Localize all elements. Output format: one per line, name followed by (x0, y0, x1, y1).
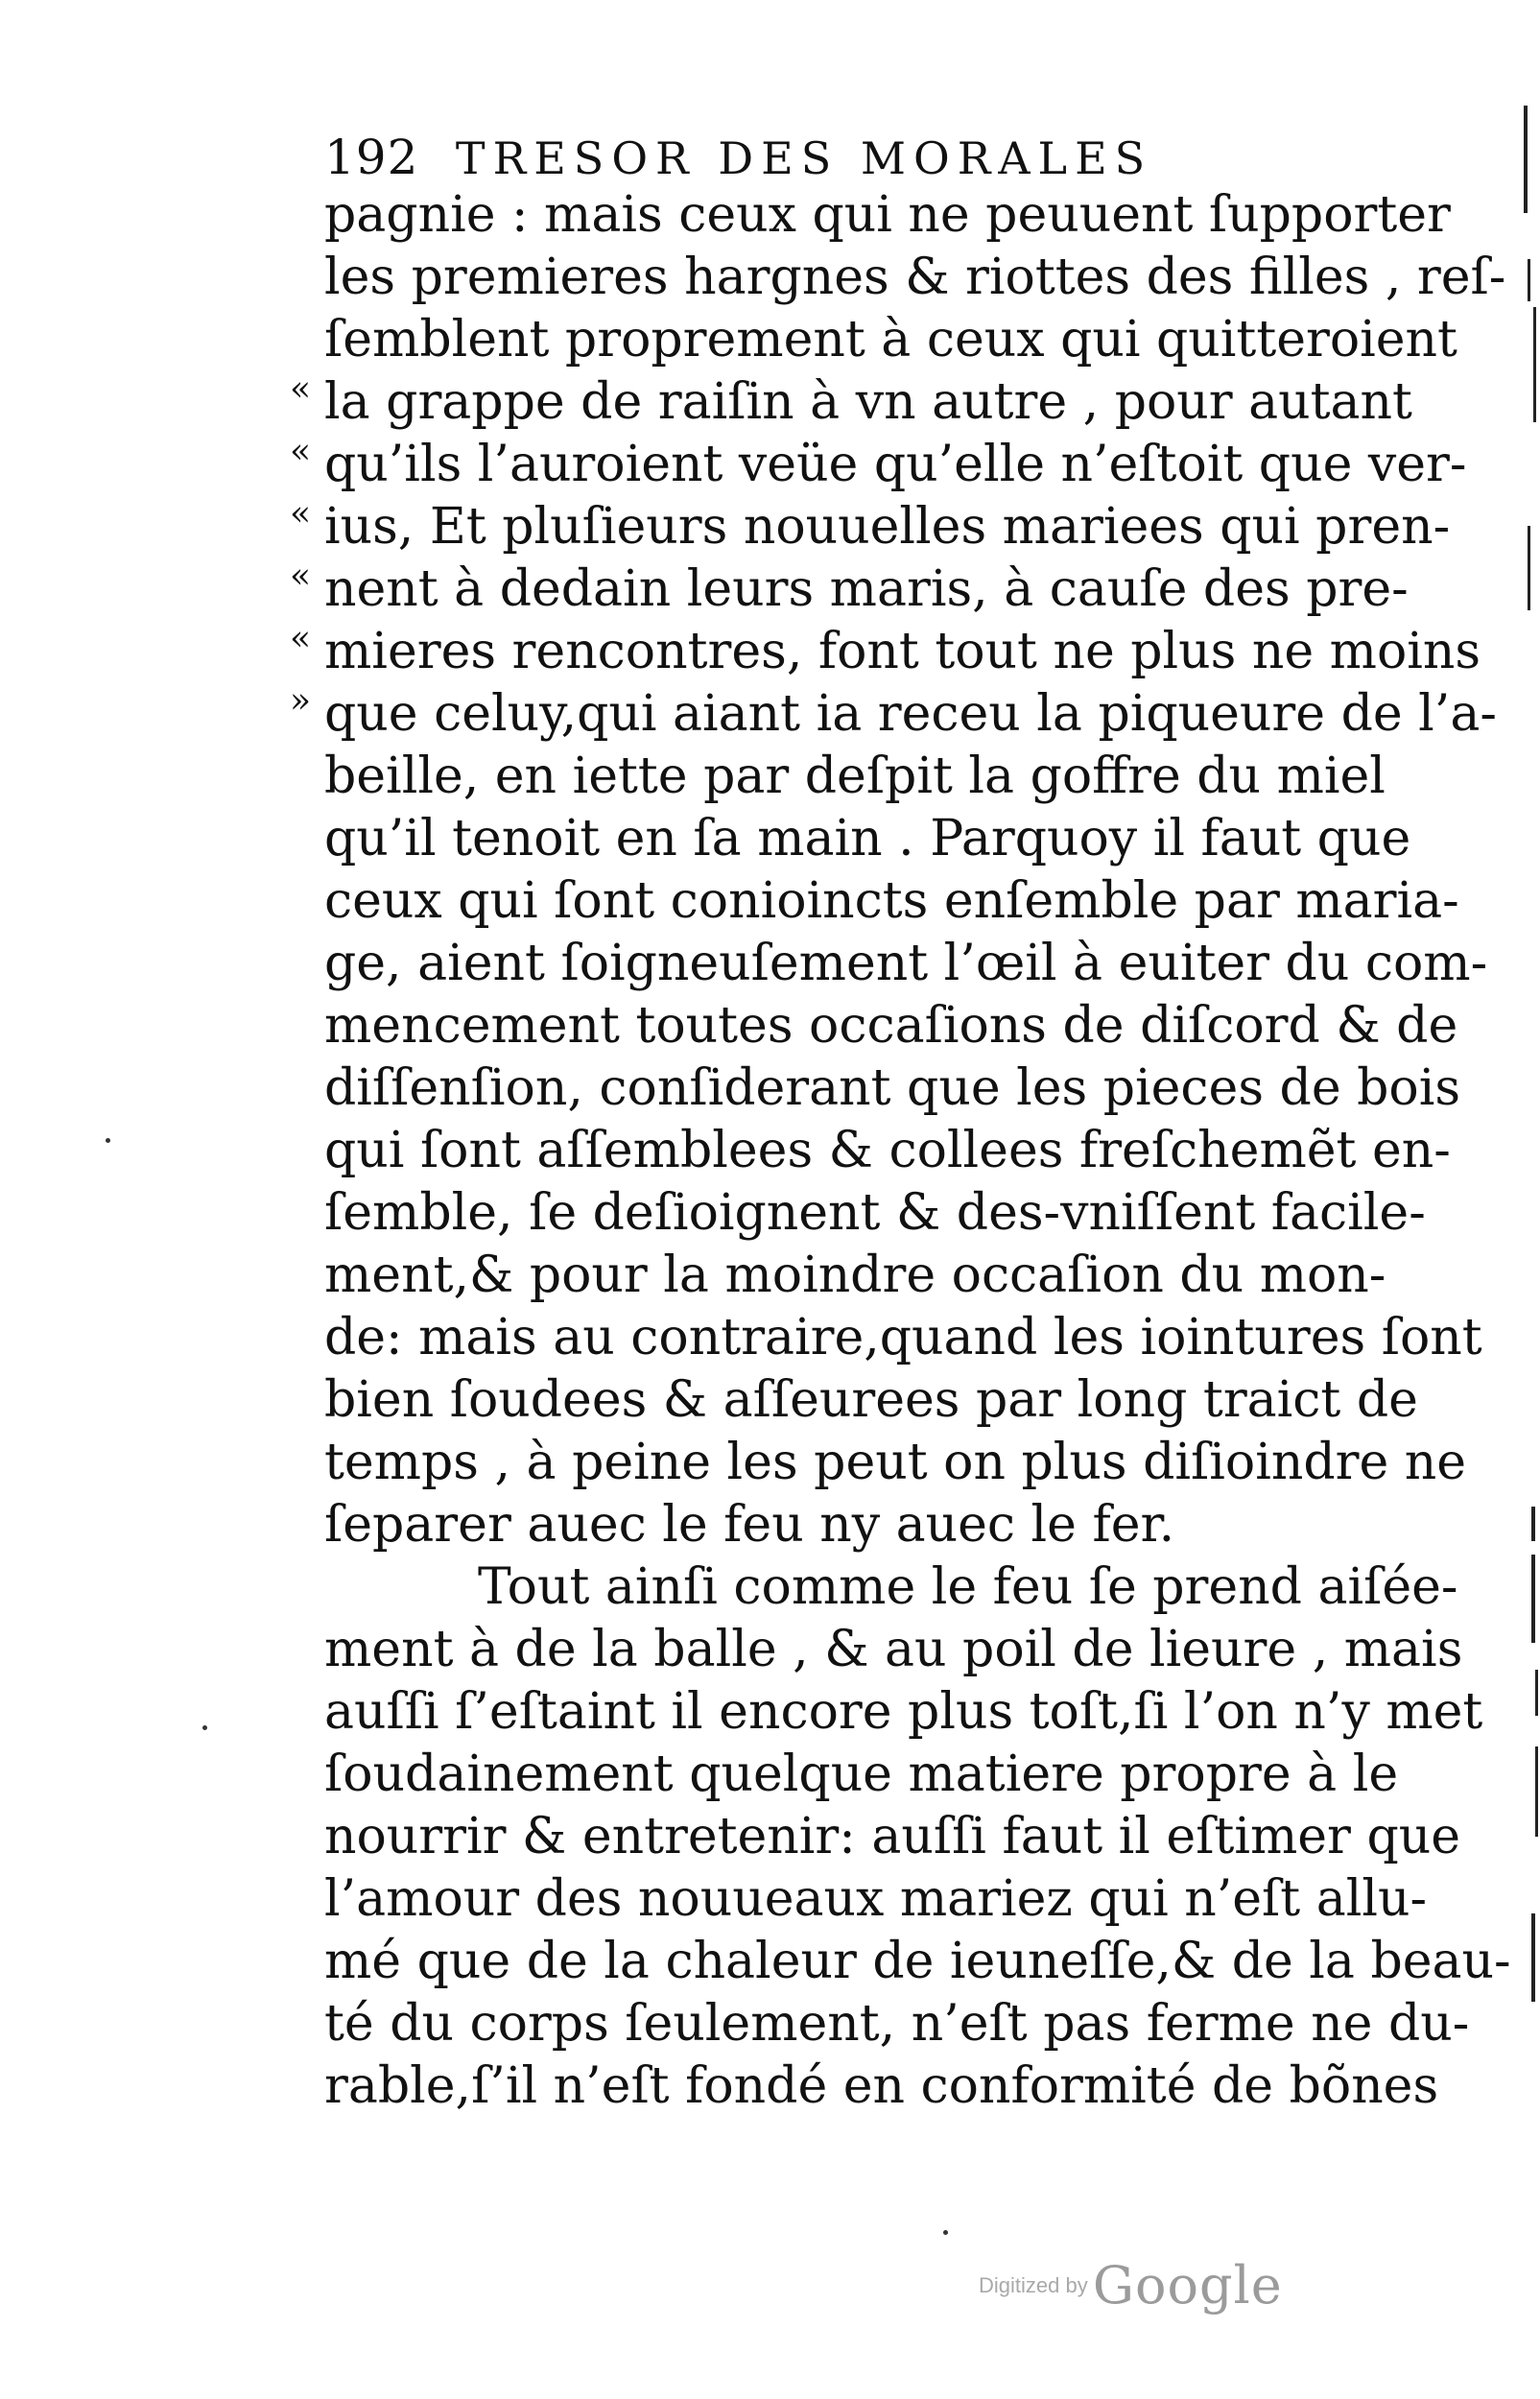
text-line-7: nent à dedain leurs maris, à cauſe des pre- (324, 560, 1409, 618)
right-edge-mark (1531, 1555, 1535, 1643)
text-line-21: temps , à peine les peut on plus diſioindre ne (324, 1434, 1467, 1491)
text-line-26: ſoudainement quelque matiere propre à le (324, 1746, 1399, 1803)
right-edge-mark (1533, 307, 1536, 422)
quotation-mark-line-9: « (289, 557, 312, 596)
text-line-4: la grappe de raiſin à vn autre , pour autant (324, 373, 1412, 431)
text-line-12: ceux qui ſont conioincts enſemble par maria- (324, 872, 1459, 930)
text-line-13: ge, aient ſoigneuſement l’œil à euiter du com- (324, 935, 1488, 992)
text-line-17: ſemble, ſe deſioignent & des-vniſſent facile- (324, 1184, 1426, 1242)
running-title: TRESOR DES MORALES (455, 132, 1153, 184)
ink-speck (943, 2230, 948, 2235)
text-line-11: qu’il tenoit en ſa main . Parquoy il faut que (324, 810, 1411, 867)
right-edge-mark (1524, 106, 1528, 213)
quotation-mark-line-8: « (289, 494, 312, 534)
quotation-mark-line-6: « (289, 369, 312, 409)
page-number: 192 (324, 130, 419, 185)
digitized-by-google-watermark (979, 2255, 1286, 2322)
text-line-9: que celuy,qui aiant ia receu la piqueure de l’a- (324, 685, 1497, 743)
main-text-block (324, 184, 1511, 2118)
right-edge-mark (1531, 1913, 1535, 2002)
text-line-6: ius, Et pluſieurs nouuelles mariees qui pren- (324, 498, 1451, 556)
text-line-15: diſſenſion, conſiderant que les pieces de bois (324, 1059, 1461, 1117)
quotation-mark-line-11: » (289, 681, 312, 721)
text-line-3: ſemblent proprement à ceux qui quitteroient (324, 311, 1457, 368)
text-line-18: ment,& pour la moindre occaſion du mon- (324, 1247, 1386, 1304)
text-line-30: té du corps ſeulement, n’eſt pas ferme ne du- (324, 1995, 1470, 2053)
text-line-28: l’amour des nouueaux mariez qui n’eſt allu- (324, 1870, 1428, 1928)
text-line-24: ment à de la balle , & au poil de lieure , mais (324, 1621, 1463, 1678)
text-line-20: bien ſoudees & aſſeurees par long traict de (324, 1371, 1418, 1429)
right-edge-mark (1535, 1670, 1538, 1716)
text-line-31: rable,ſ’il n’eſt fondé en conformité de bõnes (324, 2057, 1439, 2115)
text-line-16: qui ſont aſſemblees & collees freſchemẽt en- (324, 1122, 1451, 1179)
google-logo: Google (1092, 2255, 1283, 2316)
text-line-8: mieres rencontres, font tout ne plus ne moins (324, 623, 1481, 680)
text-line-27: nourrir & entretenir: auſſi faut il eſtimer que (324, 1808, 1460, 1865)
text-line-10: beille, en iette par deſpit la goffre du miel (324, 748, 1386, 805)
text-line-25: auſſi ſ’eſtaint il encore plus toſt,ſi l’on n’y met (324, 1683, 1483, 1741)
text-line-23: Tout ainſi comme le feu ſe prend aiſée- (478, 1558, 1458, 1616)
quotation-mark-line-7: « (289, 432, 312, 471)
text-line-1: pagnie : mais ceux qui ne peuuent ſupporter (324, 186, 1451, 244)
running-head (324, 129, 1284, 186)
right-edge-mark (1528, 526, 1530, 610)
watermark-prefix: Digitized by (979, 2272, 1088, 2297)
text-line-14: mencement toutes occaſions de diſcord & de (324, 997, 1458, 1055)
text-line-22: ſeparer auec le feu ny auec le fer. (324, 1496, 1175, 1554)
text-line-5: qu’ils l’auroient veüe qu’elle n’eſtoit que ver- (324, 436, 1467, 493)
right-edge-mark (1535, 1746, 1538, 1837)
text-line-29: mé que de la chaleur de ieuneſſe,& de la beau- (324, 1933, 1511, 1990)
text-line-19: de: mais au contraire,quand les iointures ſont (324, 1309, 1482, 1366)
quotation-mark-line-10: « (289, 619, 312, 658)
right-edge-mark (1531, 1507, 1535, 1541)
right-edge-mark (1528, 259, 1530, 301)
ink-speck (106, 1138, 110, 1143)
text-line-2: les premieres hargnes & riottes des filles , reſ- (324, 249, 1506, 306)
ink-speck (202, 1725, 207, 1730)
